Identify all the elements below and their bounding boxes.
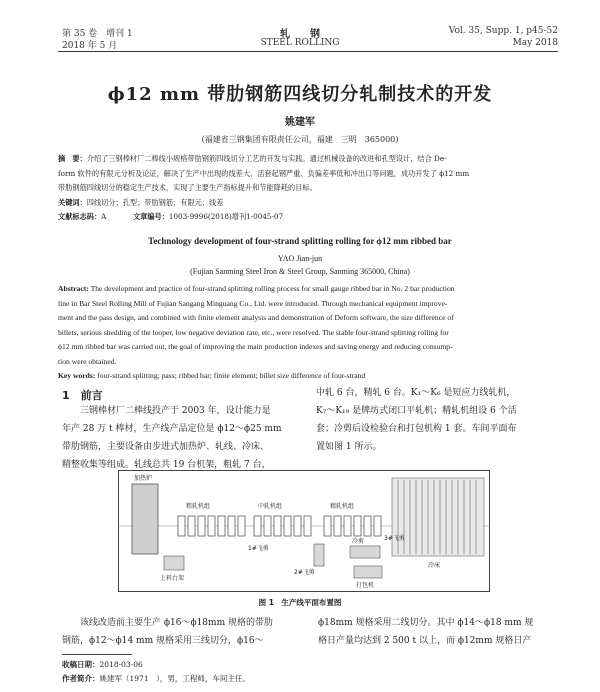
abstract-en-label: Abstract:	[58, 284, 89, 293]
abstract-en	[58, 282, 558, 384]
author-cn: 姚建军	[285, 117, 315, 128]
keywords-cn-text: 四线切分；孔型；带肋钢筋；有限元；线差	[86, 198, 224, 207]
cold-shear	[350, 546, 380, 558]
loading-rack	[164, 556, 184, 570]
paper-title-cn: ϕ12 mm 带肋钢筋四线切分轧制技术的开发	[107, 84, 493, 105]
figure-caption: 图 1 生产线平面布置图	[258, 598, 342, 607]
journal-name-cn: 轧 钢	[280, 29, 320, 40]
doc-code-value: A	[101, 212, 107, 221]
bottom-left-column	[62, 614, 307, 650]
label-roughing: 粗轧机组	[186, 503, 211, 510]
label-finishing: 精轧机组	[330, 503, 355, 510]
body-line: 年产 28 万 t 棒材，生产线产品定位是 ϕ12～ϕ25 mm	[62, 424, 282, 434]
author-en: YAO Jian-jun	[277, 254, 323, 263]
paper-title-en: Technology development of four-strand splitting rolling for ϕ12 mm ribbed bar	[148, 236, 452, 246]
classification-cn	[58, 210, 558, 225]
abstract-cn-line: 带肋钢筋四线切分的稳定生产技术，实现了主要生产指标提升和节能降耗的目标。	[58, 183, 317, 192]
label-shear-1: 1#飞剪	[248, 545, 269, 552]
body-line: K₇～K₁₉ 是牌坊式闭口平轧机；精轧机组设 6 个活	[316, 406, 517, 416]
body-line: 该线改造前主要生产 ϕ16～ϕ18mm 规格的带肋	[80, 618, 273, 628]
header-rule	[58, 51, 558, 52]
header-date-en: May 2018	[512, 38, 558, 48]
received-value: 2018-03-06	[99, 660, 143, 669]
body-line: 带肋钢筋，主要设备由步进式加热炉、轧线、冷床、	[62, 442, 270, 452]
keywords-cn	[58, 196, 558, 211]
label-cold-shear: 冷剪	[352, 538, 365, 545]
abstract-en-line: tion were obtained.	[58, 356, 117, 366]
header-volume-en: Vol. 35, Supp. 1, p45-52	[448, 26, 558, 36]
article-number-label: 文章编号：	[132, 212, 169, 221]
journal-name-en: STEEL ROLLING	[260, 38, 340, 48]
keywords-en-label: Key words:	[58, 371, 96, 380]
flying-shear-2	[314, 544, 324, 566]
body-line: 中轧 6 台，精轧 6 台。K₁～K₆ 是短应力线轧机，	[316, 388, 516, 398]
author-bio-label: 作者简介：	[62, 674, 100, 683]
label-shear-2: 2#飞剪	[294, 569, 315, 576]
abstract-en-line: ϕ12 mm ribbed bar was carried out, the goal of improving the main production indexes and saving energy and reducing consump-	[58, 342, 453, 351]
abstract-en-line: ment and the pass design, and combined with finite element analysis and demonstration of Deform software, the size difference of	[58, 313, 454, 322]
label-intermediate: 中轧机组	[258, 503, 283, 510]
affiliation-cn: (福建省三钢集团有限责任公司，福建 三明 365000)	[201, 135, 399, 144]
article-number-value: 1003-9996(2018)增刊1-0045-07	[168, 212, 284, 221]
received-date	[62, 659, 143, 670]
doc-code-label: 文献标志码：	[58, 212, 102, 221]
abstract-cn	[58, 152, 558, 196]
body-line: 精整收集等组成。轧线总共 19 台机架，粗轧 7 台，	[62, 460, 271, 470]
author-bio-text: 姚建军（1971 ），男，工程师，车间主任。	[99, 674, 250, 683]
body-line: 钢筋，ϕ12～ϕ14 mm 规格采用三线切分，ϕ16～	[62, 636, 264, 646]
baler	[354, 566, 382, 578]
label-baler: 打包机	[356, 582, 375, 589]
cooling-bed	[392, 478, 484, 556]
author-bio	[62, 673, 250, 684]
body-line: ϕ18mm 规格采用二线切分。其中 ϕ14～ϕ18 mm 规	[318, 618, 534, 628]
abstract-cn-label: 摘 要：	[58, 154, 87, 163]
bottom-right-column	[318, 614, 563, 650]
body-line: 三钢棒材厂二棒线投产于 2003 年，设计能力是	[80, 406, 271, 416]
header-date: 2018 年 5 月	[62, 41, 118, 51]
abstract-en-line: The development and practice of four-strand splitting rolling process for small gauge ribbed bar in No. 2 bar production	[90, 284, 455, 293]
header-volume: 第 35 卷 增刊 1	[62, 29, 133, 39]
affiliation-en: (Fujian Sanming Steel Iron & Steel Group, Sanming 365000, China)	[190, 267, 410, 276]
abstract-cn-line: form 软件的有限元分析及论证，解决了生产中出现的线差大、活套起钢严重、负偏差率低和冲出口等问题，成功开发了 ϕ12 mm	[58, 168, 470, 178]
label-loading-rack: 上料台架	[160, 575, 185, 582]
abstract-en-line: billets, serious shedding of the looper, low negative deviation rate, etc., were resolved. The stable four-strand splitting rolling for	[58, 327, 449, 337]
section-right-column	[316, 384, 556, 456]
body-line: 格日产量均达到 2 500 t 以上，而 ϕ12mm 规格日产	[318, 636, 532, 646]
keywords-en-text: four-strand splitting; pass; ribbed bar; finite element; billet size difference of four-strand	[97, 371, 366, 380]
roughing-stands	[178, 516, 245, 536]
abstract-en-line: line in Bar Steel Rolling Mill of Fujian Sangang Minguang Co., Ltd. were introduced. Through mechanical equipment improve-	[58, 298, 448, 308]
label-shear-3: 3#飞剪	[384, 535, 405, 542]
body-line: 套；冷剪后设检验台和打包机构 1 套。车间平面布	[316, 424, 517, 434]
label-furnace: 加热炉	[134, 475, 153, 482]
footnote-rule	[62, 654, 132, 655]
abstract-cn-line: 介绍了三钢棒材厂二棒线小规格带肋钢筋四线切分工艺的开发与实践。通过机械设备的改进和孔型设计，结合 De-	[86, 154, 447, 163]
label-cooling-bed: 冷床	[428, 562, 441, 569]
body-line: 置如图 1 所示。	[316, 442, 382, 452]
received-label: 收稿日期：	[62, 660, 100, 669]
keywords-cn-label: 关键词：	[58, 198, 87, 207]
layout-diagram	[118, 470, 490, 592]
section-heading: 1 前言	[62, 389, 103, 402]
section-left-column	[62, 402, 302, 474]
furnace-shape	[132, 484, 158, 554]
